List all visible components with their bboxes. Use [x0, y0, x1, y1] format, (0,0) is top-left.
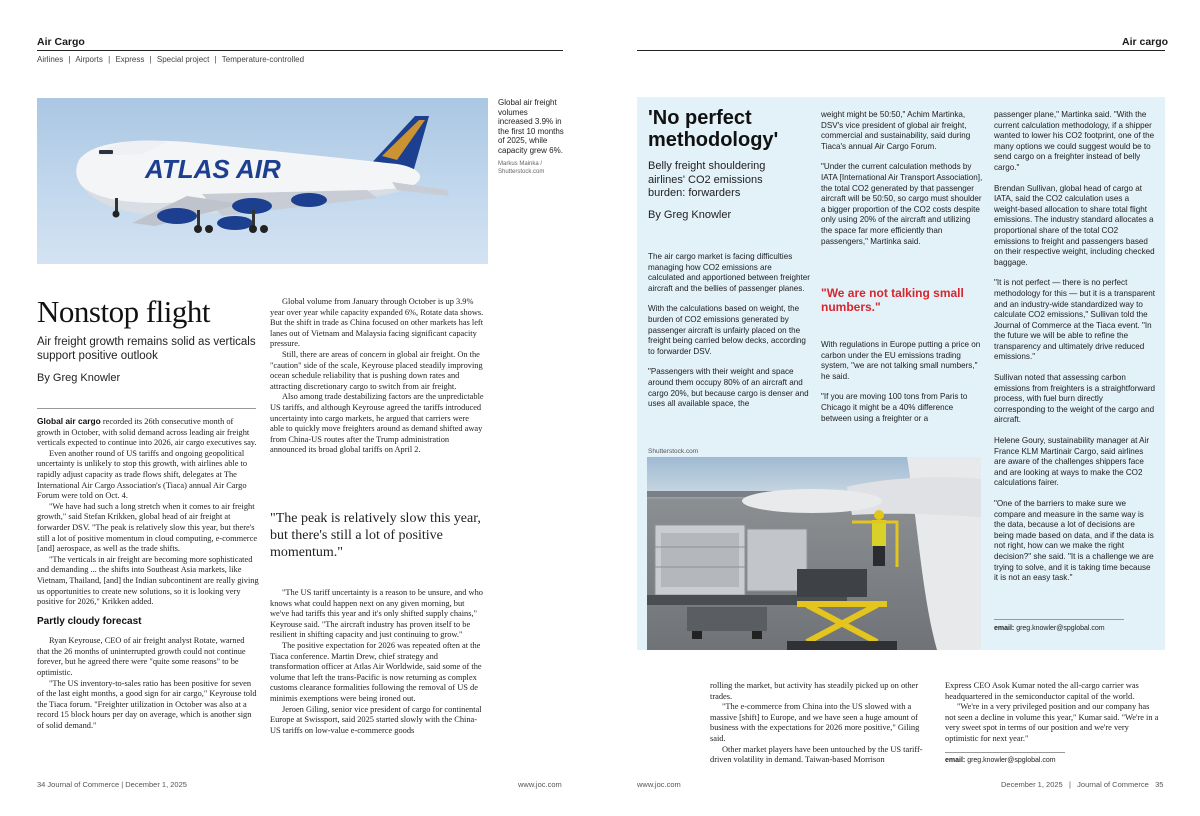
paragraph: weight might be 50:50," Achim Martinka, DSV's vice president of global air freight, commercial and sustainability, said during Tiaca's annual Air Cargo Forum. — [821, 110, 971, 151]
paragraph: Still, there are areas of concern in global air freight. On the "caution" side of the scale, Keyrouse placed steadily improving ocean schedule reliability that is pushing down rates and attracting discretionary cargo to switch from air freight. — [270, 349, 483, 391]
sidebar-byline: By Greg Knowler — [648, 209, 732, 221]
paragraph: "The verticals in air freight are becoming more sophisticated and demanding ... the shifts into Southeast Asia markets, like Vietnam, Thailand, [and] the Indian subcontinent are really giving us opportunities to create new solutions, so it is looking very positive for 2026," Krikken added. — [37, 554, 259, 607]
subhead: Partly cloudy forecast — [37, 615, 142, 627]
paragraph: Also among trade destabilizing factors are the unpredictable US tariffs, and although Keyrouse agreed the tariffs introduced uncertainty into cargo markets, he argued that carriers were able to quickly move freighters around as demand shifted away from China-US routes after the Trump administration announced its broad global tariffs on April 2. — [270, 392, 484, 455]
paragraph: "It is not perfect — there is no perfect methodology for this — but it is a transparent and an industry-wide standardized way to calculate CO2 emissions," Sullivan told the Journal of Commerce at the Tiaca event. "In the future we will be able to refine the transparency and ultimately drive reduced emissions." — [994, 278, 1156, 362]
paragraph: With the calculations based on weight, the burden of CO2 emissions generated by passenger aircraft is unfairly placed on the freight being carried below decks, according to forwarder DSV. — [648, 304, 806, 356]
paragraph: "Under the current calculation methods by IATA [International Air Transport Association], the total CO2 generated by that passenger aircraft will be 50:50, so cargo must shoulder a bigger proportion of the CO2 costs despite only using 20% of the aircraft and utilizing the space far more efficiently than passengers," Martinka said. — [821, 162, 983, 246]
paragraph: Global volume from January through October is up 3.9% year over year while capacity expanded 6%, Rotate data shows. But the shift in trade as China focused on other markets has left lanes out of Vietnam and Malaysia facing significant capacity pressure. — [270, 297, 484, 349]
nav-item-airlines[interactable]: Airlines — [37, 55, 64, 64]
header-rule — [637, 50, 1165, 51]
nav-item-airports[interactable]: Airports — [75, 55, 103, 64]
paragraph: Jeroen Giling, senior vice president of cargo for continental Europe at Swissport, said 2025 started slowly with the China-US tariffs on low-value e-commerce goods — [270, 704, 482, 735]
sidebar-email-line — [994, 625, 1105, 632]
sidebar-column-2 — [821, 110, 983, 257]
byline: By Greg Knowler — [37, 372, 121, 384]
livery-text: ATLAS AIR — [145, 154, 281, 184]
page-footer-url[interactable]: www.joc.com — [637, 780, 681, 789]
photo-credit: Markus Mainka / Shutterstock.com — [498, 161, 545, 175]
sidebar-column-2-continued — [821, 340, 983, 434]
lead-paragraph — [37, 416, 259, 449]
email-label: email: — [945, 757, 966, 764]
email-rule — [945, 752, 1065, 753]
paragraph: Express CEO Asok Kumar noted the all-cargo carrier was headquartered in the semiconductor capital of the world. — [945, 681, 1139, 701]
article-column-2 — [270, 297, 484, 456]
nav-separator: | — [214, 55, 217, 64]
sidebar-email-link[interactable]: greg.knowler@spglobal.com — [1016, 625, 1105, 632]
paragraph: Brendan Sullivan, global head of cargo at IATA, said the CO2 calculation uses a weight-based allocation to share total flight emissions. The industry standard allocates a proportional share of the total CO2 emissions to freight and passengers based on their respective weight, including checked baggage. — [994, 183, 1155, 267]
section-nav — [37, 55, 304, 64]
paragraph: "The e-commerce from China into the US slowed with a massive [shift] to Europe, and we have seen a huge amount of business with the expectations for 2026 more positive," Giling said. — [710, 702, 920, 743]
sidebar-deck: Belly freight shouldering airlines' CO2 emissions burden: forwarders — [648, 160, 766, 199]
paragraph: With regulations in Europe putting a price on carbon under the EU emissions trading system, "we are not talking small numbers," he said. — [821, 340, 981, 381]
lead-kicker: Global air cargo — [37, 416, 101, 426]
header-rule — [37, 50, 563, 51]
nav-item-express[interactable]: Express — [115, 55, 145, 64]
photo-credit: Shutterstock.com — [648, 448, 699, 455]
paragraph: The positive expectation for 2026 was repeated often at the Tiaca conference. Martin Drew, chief strategy and transformation officer at Atlas Air Worldwide, said some of the volume that left the trans-Pacific is now returning as complex customs clearance formalities following the removal of US de minimis exemptions were being ironed out. — [270, 640, 482, 703]
page-footer-left: 34 Journal of Commerce | December 1, 2025 — [37, 780, 187, 789]
paragraph: "We're in a very privileged position and our company has not seen a decline in volume this year," Kumar said. "We're in a very sweet spot in terms of our position and we're very optimistic for next year." — [945, 702, 1159, 743]
email-rule — [994, 619, 1124, 620]
paragraph: "The US inventory-to-sales ratio has been positive for seven of the last eight months, a good sign for air cargo," Keyrouse told the Tiaca forum. "Freighter utilization in October was also at a record 15 block hours per day on average, which is another sign of solid demand." — [37, 678, 257, 731]
article-headline: Nonstop flight — [37, 294, 210, 329]
article-continued-column-2 — [945, 681, 1161, 745]
paragraph: Ryan Keyrouse, CEO of air freight analyst Rotate, warned that the 26 months of uninterrupted growth could not continue forever, but he agreed there were "quite some reasons" to be optimistic. — [37, 636, 246, 678]
section-label: Air Cargo — [37, 36, 85, 48]
paragraph: "Passengers with their weight and space around them occupy 80% of an aircraft and cargo 20%, but because cargo is denser and uses all available space, the — [648, 367, 809, 409]
paragraph: Other market players have been untouched by the US tariff-driven volatility in demand. Taiwan-based Morrison — [710, 744, 923, 765]
nav-separator: | — [108, 55, 111, 64]
cargo-loading-illustration — [647, 457, 981, 650]
paragraph: Even another round of US tariffs and ongoing geopolitical uncertainty is unlikely to stop this growth, with airlines able to rapidly adjust capacity as trade flows shift, delegates at The International Air Cargo Association's (Tiaca) annual Air Cargo Forum were told on Oct. 4. — [37, 448, 248, 501]
author-email-link[interactable]: greg.knowler@spglobal.com — [967, 757, 1056, 764]
article-column-2-continued — [270, 588, 484, 736]
paragraph: "The US tariff uncertainty is a reason to be unsure, and who knows what could happen next on any given morning, but we've had tariffs this year and it's only shifted supply chains," Keyrouse said. "The aircraft industry has proven itself to be resilient in shifting capacity and just continuing to grow." — [270, 588, 483, 640]
nav-separator: | — [149, 55, 152, 64]
sidebar-headline: 'No perfect methodology' — [648, 107, 779, 151]
paragraph: passenger plane," Martinka said. "With the current calculation methodology, if a shipper wanted to lower his CO2 footprint, one of the many options we could suggest would be to send cargo on a freighter instead of belly cargo." — [994, 110, 1155, 172]
paragraph: The air cargo market is facing difficulties managing how CO2 emissions are calculated and apportioned between freighter aircraft and the bellies of passenger planes. — [648, 252, 810, 293]
article-deck: Air freight growth remains solid as verticals support positive outlook — [37, 336, 256, 362]
sidebar-column-1 — [648, 252, 810, 420]
nav-item-special-project[interactable]: Special project — [156, 55, 210, 64]
sidebar-pull-quote: "We are not talking small numbers." — [821, 286, 964, 314]
paragraph: "If you are moving 100 tons from Paris to Chicago it might be a 40% difference between using a freighter or a — [821, 392, 968, 423]
paragraph: Sullivan noted that assessing carbon emissions from freighters is a straightforward process, with fuel burn directly corresponding to the weight of the cargo and aircraft. — [994, 373, 1156, 425]
nav-separator: | — [68, 55, 71, 64]
atlas-plane-photo — [37, 98, 488, 264]
sidebar-column-3 — [994, 110, 1156, 594]
cargo-loading-photo — [647, 457, 981, 650]
paragraph: rolling the market, but activity has steadily picked up on other trades. — [710, 681, 919, 701]
byline-rule — [37, 408, 256, 409]
section-label: Air cargo — [1122, 36, 1169, 48]
pull-quote: "The peak is relatively slow this year, but there's still a lot of positive momentum." — [270, 511, 481, 560]
email-label: email: — [994, 625, 1015, 632]
author-email-line — [945, 757, 1056, 764]
paragraph: Helene Goury, sustainability manager at Air France KLM Martinair Cargo, said airlines are aware of the challenges shippers face and are looking at ways to make the CO2 calculations fairer. — [994, 436, 1150, 488]
paragraph: "We have had such a long stretch when it comes to air freight growth," said Stefan Krikken, global head of air freight at forwarder DSV. "The peak is relatively slow this year, but there's still a lot of positive momentum in cloud computing, e-commerce [and] aerospace, as well as the trade shifts. — [37, 501, 258, 554]
paragraph: "One of the barriers to make sure we compare and measure in the same way is the data, because a lot of decisions are being made based on data, and if the data is not right, how can we make the right decision?" she said. "It is a challenge we are trying to solve, and it is taking time because it is not an easy task." — [994, 499, 1154, 583]
article-column-1 — [37, 416, 259, 732]
lead-text: recorded its 26th consecutive month of growth in October, with solid demand across leading air freight verticals expected to continue into 2026, air cargo executives say. — [37, 417, 257, 448]
article-continued-column-1 — [710, 681, 931, 766]
airplane-illustration — [37, 98, 488, 264]
nav-item-temperature-controlled[interactable]: Temperature-controlled — [221, 55, 305, 64]
page-footer-right: December 1, 2025 | Journal of Commerce 35 — [1001, 780, 1164, 789]
photo-caption: Global air freight volumes increased 3.9% in the first 10 months of 2025, while capacity grew 6%. — [498, 98, 564, 155]
page-footer-url[interactable]: www.joc.com — [518, 780, 562, 789]
